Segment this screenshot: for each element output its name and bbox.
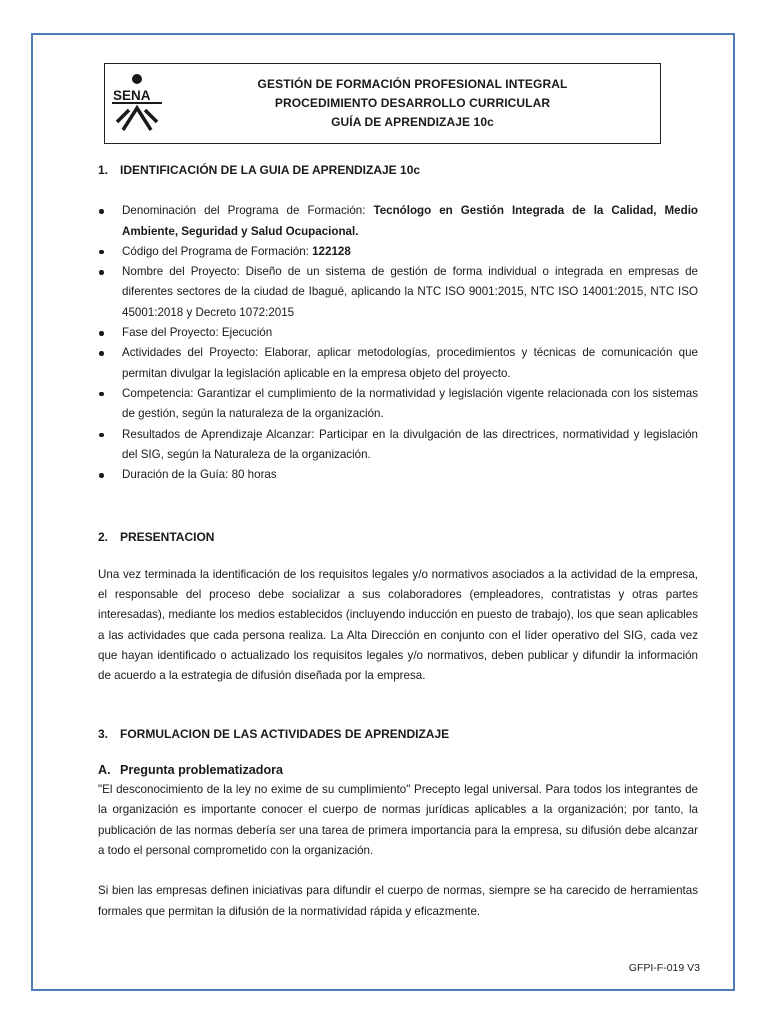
form-code: GFPI-F-019 V3 xyxy=(628,962,700,974)
list-item: Duración de la Guía: 80 horas xyxy=(98,465,698,485)
list-item: Competencia: Garantizar el cumplimiento de la normatividad y legislación vigente relacionada con los sistemas de gestión, según la naturaleza de la organización. xyxy=(98,384,698,425)
logo-text: SENA xyxy=(113,88,151,103)
header-line-3: GUÍA DE APRENDIZAJE 10c xyxy=(331,115,494,129)
document-body xyxy=(98,160,698,922)
list-item: Resultados de Aprendizaje Alcanzar: Participar en la divulgación de las directrices, normatividad y legislación del SIG, según la Naturaleza de la organización. xyxy=(98,425,698,466)
presentation-paragraph: Una vez terminada la identificación de los requisitos legales y/o normativos asociados a la actividad de la empresa, el responsable del proceso debe socializar a sus colaboradores (empleadores, contratistas y otras partes interesadas), mediante los medios establecidos (incluyendo inducción en puesto de trabajo), los que sean aplicables a las actividades que cada persona realiza. La Alta Dirección en conjunto con el líder operativo del SIG, cada vez que hayan identificado o actualizado los requisitos legales y/o normativos, deben publicar y difundir la información de acuerdo a la estrategia de difusión diseñada por la empresa. xyxy=(98,567,698,683)
identification-list xyxy=(98,201,698,485)
list-item: Fase del Proyecto: Ejecución xyxy=(98,323,698,343)
header-line-1: GESTIÓN DE FORMACIÓN PROFESIONAL INTEGRAL xyxy=(257,77,568,91)
list-item: Denominación del Programa de Formación: Tecnólogo en Gestión Integrada de la Calidad, Medio Ambiente, Seguridad y Salud Ocupacional. xyxy=(98,201,698,242)
header-line-2: PROCEDIMIENTO DESARROLLO CURRICULAR xyxy=(274,96,551,110)
problem-paragraph-2: Si bien las empresas definen iniciativas para difundir el cuerpo de normas, siempre se ha carecido de herramientas formales que permitan la difusión de la normatividad rápida y eficazmente. xyxy=(98,884,698,918)
list-item: Código del Programa de Formación: 122128 xyxy=(98,242,698,262)
list-item: Nombre del Proyecto: Diseño de un sistema de gestión de forma individual o integrada en empresas de diferentes sectores de la ciudad de Ibagué, aplicando la NTC ISO 9001:2015, NTC ISO 14001:2015, NTC ISO 45001:2018 y Decreto 1072:2015 xyxy=(98,262,698,323)
section-3-title: 3. FORMULACION DE LAS ACTIVIDADES DE APRENDIZAJE xyxy=(98,726,450,741)
document-header xyxy=(104,63,661,144)
list-item: Actividades del Proyecto: Elaborar, aplicar metodologías, procedimientos y técnicas de comunicación que permitan divulgar la legislación aplicable en la empresa objeto del proyecto. xyxy=(98,343,698,384)
problem-paragraph-1: "El desconocimiento de la ley no exime de su cumplimiento" Precepto legal universal. Para todos los integrantes de la organización es importante conocer el cuerpo de normas jurídicas aplicables a la organización; por tanto, la publicación de las normas debería ser una tarea de primera importancia para la empresa, su difusión debe alcanzar a todo el personal comprometido con la organización. xyxy=(98,783,698,858)
subsection-a-title: A. Pregunta problematizadora xyxy=(98,762,284,777)
sena-logo xyxy=(109,70,165,138)
section-1-title: 1. IDENTIFICACIÓN DE LA GUIA DE APRENDIZAJE 10c xyxy=(98,163,421,177)
section-2-title: 2. PRESENTACION xyxy=(98,530,215,545)
